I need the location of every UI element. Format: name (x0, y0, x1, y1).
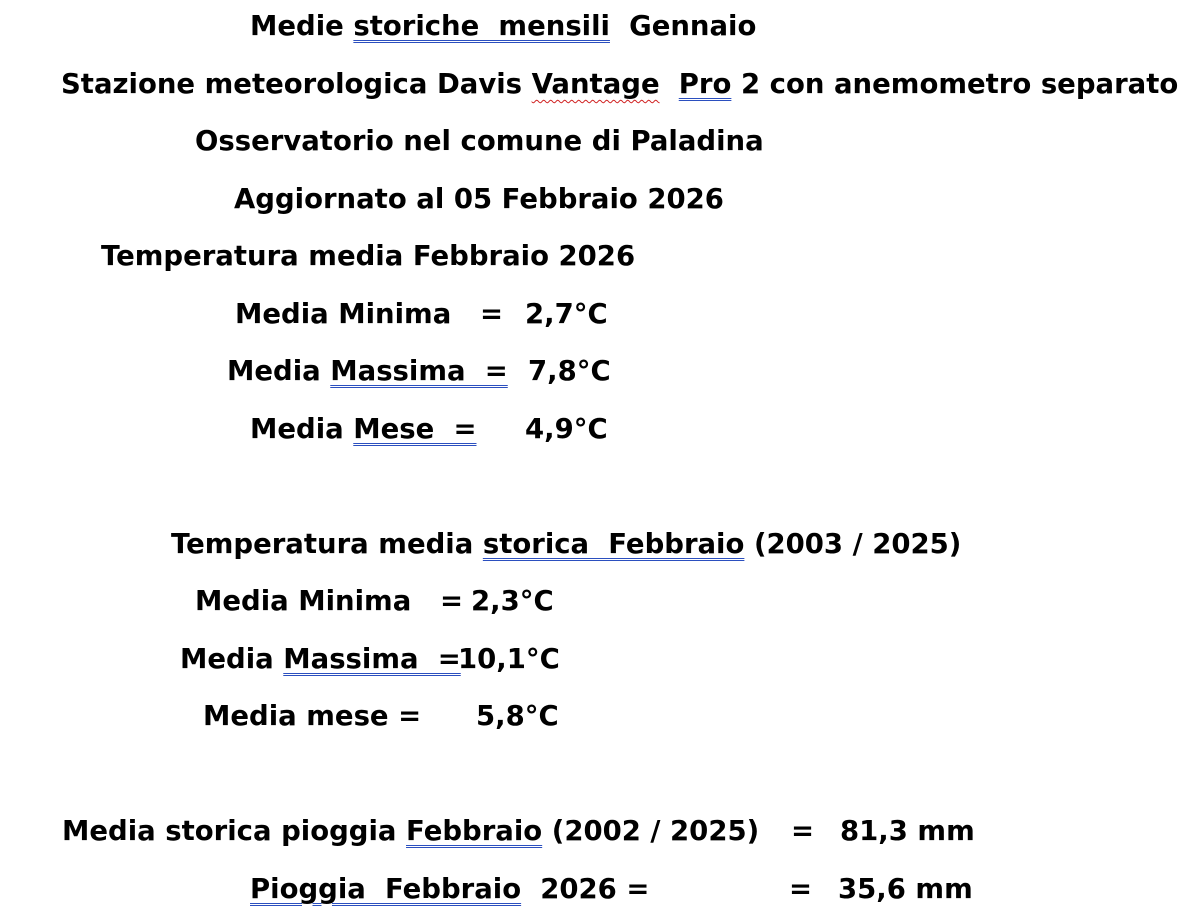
historical-month-value: 5,8°C (476, 700, 559, 732)
historical-max-label (180, 643, 461, 675)
historical-heading-suffix: (2003 / 2025) (744, 528, 962, 560)
current-max-label-prefix: Media (227, 355, 331, 387)
historical-heading (171, 528, 962, 560)
current-month-label-underlined: Mese = (353, 413, 477, 445)
current-max-label (227, 355, 508, 387)
rain-current-value: 35,6 mm (838, 873, 973, 905)
title-suffix: Gennaio (609, 10, 757, 42)
title-underlined: storiche mensili (353, 10, 610, 42)
rain-current-label (250, 873, 650, 905)
historical-heading-underlined: storica Febbraio (482, 528, 745, 560)
rain-historical-value: 81,3 mm (840, 815, 975, 847)
rain-current-label-underlined: Pioggia Febbraio (250, 873, 522, 905)
title-prefix: Medie (250, 10, 354, 42)
historical-max-label-underlined: Massima = (283, 643, 461, 675)
current-month-label-prefix: Media (250, 413, 354, 445)
historical-min-value: 2,3°C (471, 585, 554, 617)
observatory-line: Osservatorio nel comune di Paladina (195, 125, 764, 157)
current-heading: Temperatura media Febbraio 2026 (101, 240, 636, 272)
rain-historical-equals: = (791, 815, 815, 847)
current-min-label: Media Minima = (235, 298, 504, 330)
historical-min-label: Media Minima = (195, 585, 464, 617)
rain-historical-label-suffix: (2002 / 2025) (542, 815, 760, 847)
rain-historical-label-prefix: Media storica pioggia (62, 815, 407, 847)
historical-month-label: Media mese = (203, 700, 422, 732)
station-line (61, 68, 1178, 100)
historical-max-value: 10,1°C (458, 643, 560, 675)
station-prefix: Stazione meteorologica Davis (61, 68, 532, 100)
page-title (250, 10, 757, 42)
station-space (660, 68, 679, 100)
current-min-value: 2,7°C (525, 298, 608, 330)
rain-historical-label-underlined: Febbraio (406, 815, 543, 847)
current-month-label (250, 413, 477, 445)
station-suffix: 2 con anemometro separato (731, 68, 1178, 100)
station-vantage: Vantage (531, 68, 660, 100)
current-max-label-underlined: Massima = (330, 355, 508, 387)
current-max-value: 7,8°C (528, 355, 611, 387)
historical-heading-prefix: Temperatura media (171, 528, 483, 560)
rain-current-equals: = (789, 873, 813, 905)
historical-max-label-prefix: Media (180, 643, 284, 675)
updated-line: Aggiornato al 05 Febbraio 2026 (234, 183, 724, 215)
station-pro: Pro (678, 68, 732, 100)
rain-current-label-suffix: 2026 = (521, 873, 650, 905)
current-month-value: 4,9°C (525, 413, 608, 445)
rain-historical-label (62, 815, 760, 847)
